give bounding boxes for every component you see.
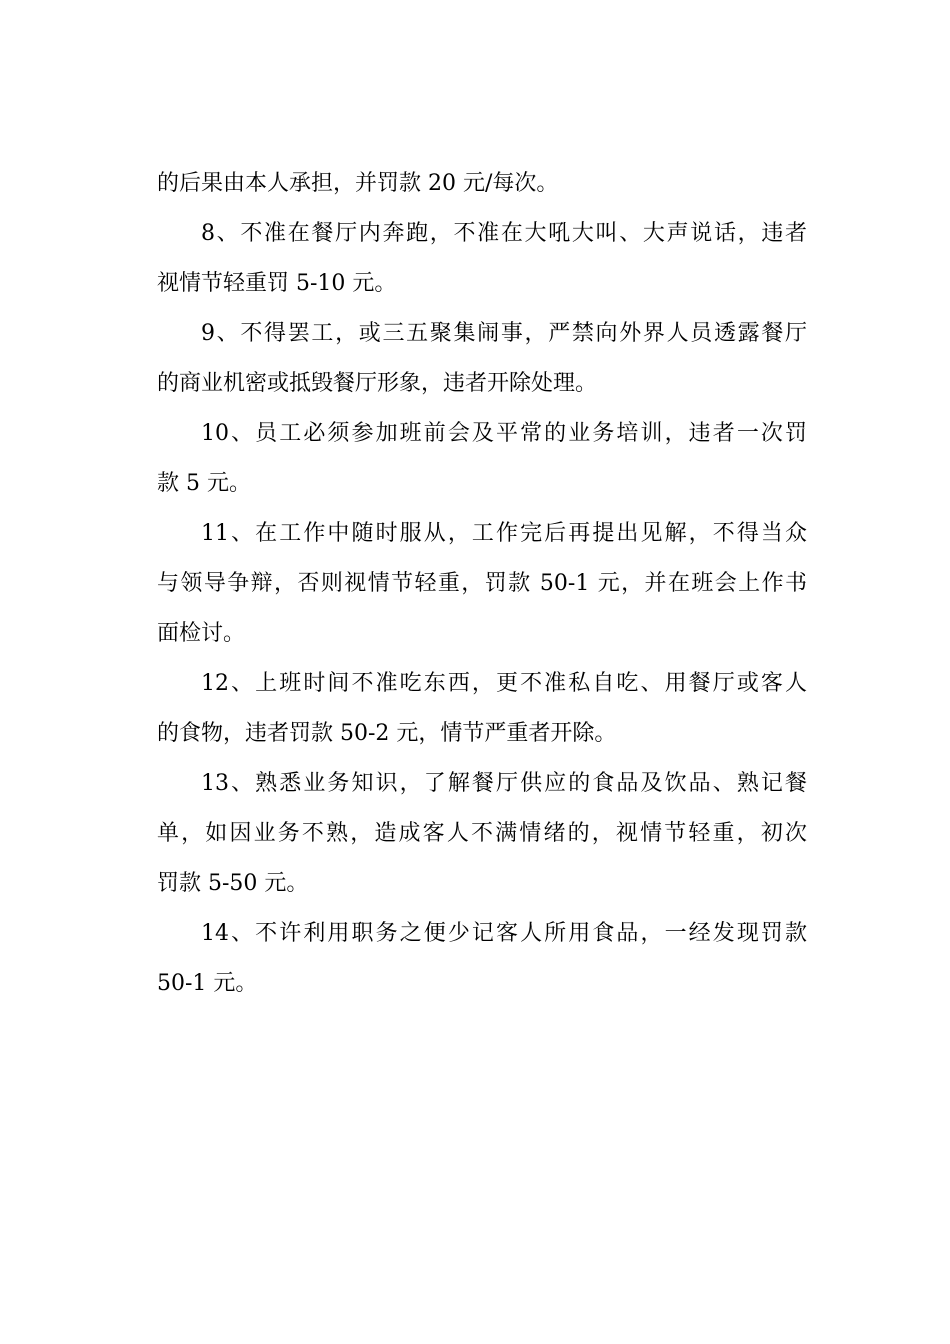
paragraph-7-continuation: [157, 159, 807, 209]
paragraph-14: [157, 909, 807, 1009]
paragraph-9: [157, 309, 807, 409]
text-line: 11、在工作中随时服从，工作完后再提出见解，不得当众: [201, 521, 807, 546]
text-line: 款 5 元。: [157, 471, 251, 496]
text-line: 13、熟悉业务知识，了解餐厅供应的食品及饮品、熟记餐: [201, 771, 807, 796]
text-line: 的后果由本人承担，并罚款 20 元/每次。: [157, 171, 559, 196]
text-line: 视情节轻重罚 5-10 元。: [157, 271, 397, 296]
text-line: 面检讨。: [157, 621, 246, 646]
paragraph-10: [157, 409, 807, 509]
text-line: 罚款 5-50 元。: [157, 871, 309, 896]
paragraph-11: [157, 509, 807, 659]
paragraph-8: [157, 209, 807, 309]
text-line: 与领导争辩，否则视情节轻重，罚款 50-1 元，并在班会上作书: [157, 571, 807, 596]
text-line: 12、上班时间不准吃东西，更不准私自吃、用餐厅或客人: [201, 671, 807, 696]
text-line: 的商业机密或抵毁餐厅形象，违者开除处理。: [157, 371, 598, 396]
text-line: 10、员工必须参加班前会及平常的业务培训，违者一次罚: [201, 421, 807, 446]
text-line: 50-1 元。: [157, 971, 258, 996]
text-line: 8、不准在餐厅内奔跑，不准在大吼大叫、大声说话，违者: [201, 221, 807, 246]
paragraph-13: [157, 759, 807, 909]
text-line: 9、不得罢工，或三五聚集闹事，严禁向外界人员透露餐厅: [201, 321, 807, 346]
text-line: 单，如因业务不熟，造成客人不满情绪的，视情节轻重，初次: [157, 821, 807, 846]
document-body: [157, 159, 807, 1009]
paragraph-12: [157, 659, 807, 759]
text-line: 的食物，违者罚款 50-2 元，情节严重者开除。: [157, 721, 617, 746]
text-line: 14、不许利用职务之便少记客人所用食品，一经发现罚款: [201, 921, 807, 946]
